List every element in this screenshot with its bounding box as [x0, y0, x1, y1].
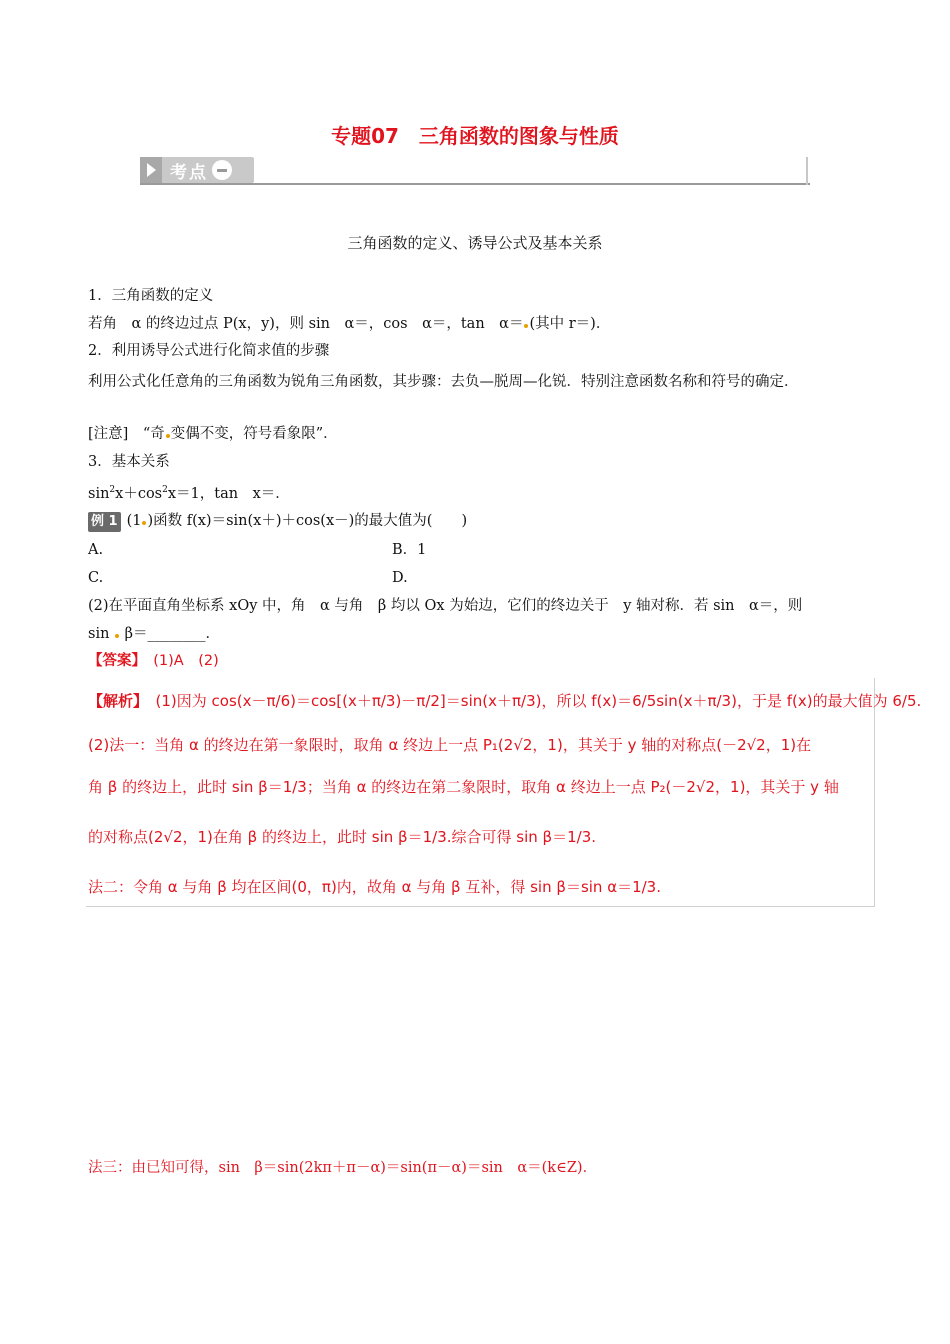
subheading: 三角函数的定义、诱导公式及基本关系: [347, 234, 603, 252]
explain-line-2: (2)法一：当角 α 的终边在第一象限时，取角 α 终边上一点 P₁(2√2，1)，其关于 y 轴的对称点(－2√2，1)在: [88, 736, 812, 754]
example-1-q2-blank: sin β＝________．: [88, 626, 221, 642]
section-divider: [140, 183, 810, 185]
dot-mark: [142, 521, 146, 525]
dot-mark: [524, 324, 528, 328]
number-one-icon: [212, 160, 232, 180]
explain-line-4: 的对称点(2√2，1)在角 β 的终边上，此时 sin β＝1/3.综合可得 sin β＝1/3.: [88, 828, 597, 846]
answer: 【答案】 (1)A (2): [88, 653, 219, 669]
note: [注意] “奇 变偶不变，符号看象限”．: [88, 426, 338, 442]
section-badge: [140, 157, 254, 183]
explain-line-5: 法二：令角 α 与角 β 均在区间(0，π)内，故角 α 与角 β 互补，得 sin β＝sin α＝1/3.: [88, 878, 661, 896]
dot-mark: [115, 634, 119, 638]
option-d: D.: [392, 570, 408, 586]
s2-body: 利用公式化任意角的三角函数为锐角三角函数，其步骤：去负—脱周—化锐．特别注意函数名称和符号的确定．: [88, 374, 799, 390]
option-b: B．1: [392, 542, 427, 558]
dot-mark: [166, 434, 170, 438]
example-badge: 例 1: [88, 512, 121, 532]
page-title: 专题07 三角函数的图象与性质: [331, 124, 619, 148]
option-c: C.: [88, 570, 104, 586]
section-divider-end: [806, 157, 808, 185]
option-a: A.: [88, 542, 104, 558]
explain-line-3: 角 β 的终边上，此时 sin β＝1/3；当角 α 的终边在第二象限时，取角 α 终边上一点 P₂(－2√2，1)，其关于 y 轴: [88, 778, 839, 796]
section-badge-label: 考点: [170, 162, 208, 183]
method-3: 法三：由已知可得，sin β＝sin(2kπ＋π－α)＝sin(π－α)＝sin α＝(k∈Z)．: [88, 1160, 598, 1176]
s3-body: $\sin^2x+\cos^2x=1$，tan x＝．: [88, 485, 290, 502]
explain-line-1: 【解析】 (1)因为 cos(x－π/6)＝cos[(x＋π/3)－π/2]＝sin(x＋π/3)，所以 f(x)＝6/5sin(x＋π/3)，于是 f(x)的最大值为 6/5.: [88, 692, 922, 710]
s1-heading: 1．三角函数的定义: [88, 288, 214, 304]
example-1-q1: 例 1 (1 )函数 f(x)＝sin(x＋)＋cos(x－)的最大值为( ): [88, 511, 467, 532]
play-arrow-icon: [140, 157, 162, 183]
s1-body: 若角 α 的终边过点 P(x，y)，则 sin α＝，cos α＝，tan α＝ (其中 r＝)．: [88, 316, 611, 332]
example-1-q2: (2)在平面直角坐标系 xOy 中，角 α 与角 β 均以 Ox 为始边，它们的终边关于 y 轴对称．若 sin α＝，则: [88, 598, 803, 614]
s2-heading: 2．利用诱导公式进行化简求值的步骤: [88, 343, 330, 359]
s3-heading: 3．基本关系: [88, 454, 170, 470]
